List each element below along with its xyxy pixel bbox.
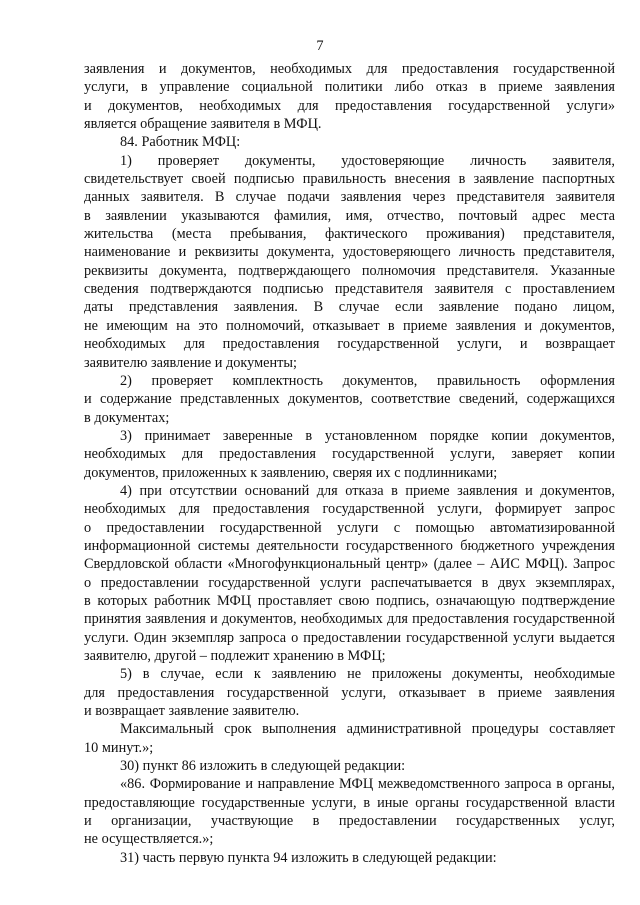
text-line: услуги. Один экземпляр запроса о предоставлении государственной услуги выдается bbox=[84, 629, 615, 646]
text-line: «86. Формирование и направление МФЦ межведомственного запроса в органы, bbox=[120, 776, 615, 793]
text-line: сведения подтверждаются подписью представителя заявителя с проставлением bbox=[84, 281, 615, 298]
paragraph bbox=[84, 133, 615, 151]
text-line: в документах; bbox=[84, 409, 170, 426]
text-line: заявления и документов, необходимых для предоставления государственной bbox=[84, 61, 615, 77]
paragraph bbox=[84, 849, 615, 867]
text-line: не осуществляется.»; bbox=[84, 831, 214, 848]
text-line: документов, приложенных к заявлению, сверяя их с подлинниками; bbox=[84, 464, 498, 481]
text-line: информационной системы деятельности государственного бюджетного учреждения bbox=[84, 537, 615, 554]
text-line: 84. Работник МФЦ: bbox=[120, 134, 241, 151]
text-line: жительства (места пребывания, фактического проживания) представителя, bbox=[84, 226, 615, 243]
paragraph bbox=[84, 427, 615, 482]
text-line: 3) принимает заверенные в установленном порядке копии документов, bbox=[120, 427, 615, 444]
text-line: является обращение заявителя в МФЦ. bbox=[84, 116, 322, 133]
text-line: 10 минут.»; bbox=[84, 739, 154, 756]
paragraph bbox=[84, 665, 615, 720]
text-line: реквизиты документа, подтверждающего полномочия представителя. Указанные bbox=[84, 262, 615, 279]
text-line: в которых работник МФЦ проставляет свою подпись, означающую подтверждение bbox=[84, 592, 615, 609]
text-line: о предоставлении государственной услуги с помощью автоматизированной bbox=[84, 519, 615, 536]
text-line: и документов, необходимых для предоставления государственной услуги» bbox=[84, 97, 615, 114]
paragraph bbox=[84, 775, 615, 848]
text-line: и возвращает заявление заявителю. bbox=[84, 703, 300, 720]
text-line: Максимальный срок выполнения административной процедуры составляет bbox=[120, 721, 615, 738]
text-line: для предоставления государственной услуги, отказывает в приеме заявления bbox=[84, 684, 615, 701]
paragraph bbox=[84, 482, 615, 665]
text-line: даты представления заявления. В случае если заявление подано лицом, bbox=[84, 299, 615, 316]
paragraph bbox=[84, 757, 615, 775]
text-line: 2) проверяет комплектность документов, правильность оформления bbox=[120, 372, 615, 389]
text-line: данных заявителя. В случае подачи заявления через представителя заявителя bbox=[84, 189, 615, 206]
text-line: наименование и реквизиты документа, удостоверяющего личность представителя, bbox=[84, 244, 615, 261]
text-line: 30) пункт 86 изложить в следующей редакции: bbox=[120, 758, 406, 775]
text-line: 5) в случае, если к заявлению не приложены документы, необходимые bbox=[120, 666, 615, 683]
text-line: Свердловской области «Многофункциональный центр» (далее – АИС МФЦ). Запрос bbox=[84, 556, 615, 573]
text-line: предоставляющие государственные услуги, в иные органы государственной власти bbox=[84, 794, 615, 811]
text-line: 4) при отсутствии оснований для отказа в приеме заявления и документов, bbox=[120, 482, 615, 499]
text-line: свидетельствует своей подписью правильность внесения в заявление паспортных bbox=[84, 171, 615, 188]
text-line: необходимых для предоставления государственной услуги, формирует запрос bbox=[84, 501, 615, 518]
text-line: 1) проверяет документы, удостоверяющие личность заявителя, bbox=[120, 152, 615, 169]
paragraph bbox=[84, 720, 615, 757]
paragraph bbox=[84, 372, 615, 427]
text-line: не имеющим на это полномочий, отказывает в приеме заявления и документов, bbox=[84, 317, 615, 334]
text-line: услуги, в управление социальной политики либо отказ в приеме заявления bbox=[84, 79, 615, 96]
text-line: и организации, участвующие в предоставлении государственных услуг, bbox=[84, 813, 615, 830]
text-line: заявителю заявление и документы; bbox=[84, 354, 298, 371]
text-line: о предоставлении государственной услуги распечатывается в двух экземплярах, bbox=[84, 574, 615, 591]
text-line: заявителю, другой – подлежит хранению в МФЦ; bbox=[84, 648, 386, 664]
text-line: необходимых для предоставления государственной услуги, заверяет копии bbox=[84, 446, 615, 463]
paragraph bbox=[84, 60, 615, 133]
text-line: и содержание представленных документов, соответствие сведений, содержащихся bbox=[84, 391, 615, 408]
text-line: необходимых для предоставления государственной услуги, и возвращает bbox=[84, 336, 615, 353]
text-line: принятия заявления и документов, необходимых для предоставления государственной bbox=[84, 611, 615, 628]
page-number: 7 bbox=[316, 38, 324, 54]
paragraph bbox=[84, 152, 615, 372]
text-line: в заявлении указываются фамилия, имя, отчество, почтовый адрес места bbox=[84, 207, 615, 224]
document-body bbox=[84, 60, 615, 867]
text-line: 31) часть первую пункта 94 изложить в следующей редакции: bbox=[120, 849, 497, 866]
